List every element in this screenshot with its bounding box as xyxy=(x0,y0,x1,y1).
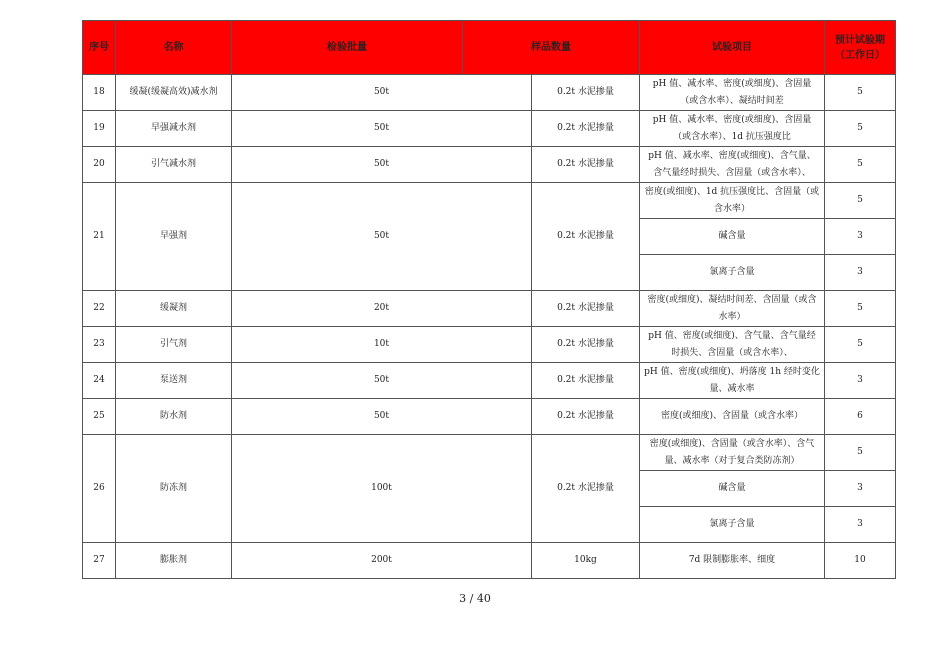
header-row xyxy=(83,21,896,75)
row-batch: 50t xyxy=(232,111,532,147)
row-number: 23 xyxy=(83,327,116,363)
row-test-items: 氯离子含量 xyxy=(640,507,825,543)
table-row xyxy=(83,435,896,471)
row-name: 早强减水剂 xyxy=(116,111,232,147)
table-row xyxy=(83,75,896,111)
row-period-days: 5 xyxy=(825,183,896,219)
row-name: 膨胀剂 xyxy=(116,543,232,579)
row-period-days: 10 xyxy=(825,543,896,579)
row-sample: 0.2t 水泥掺量 xyxy=(532,111,640,147)
row-name: 缓凝剂 xyxy=(116,291,232,327)
row-test-items: 碱含量 xyxy=(640,219,825,255)
row-test-items: pH 值、密度(或细度)、坍落度 1h 经时变化量、减水率 xyxy=(640,363,825,399)
table-row xyxy=(83,327,896,363)
row-name: 早强剂 xyxy=(116,183,232,291)
row-sample: 0.2t 水泥掺量 xyxy=(532,183,640,291)
row-sample: 0.2t 水泥掺量 xyxy=(532,399,640,435)
row-sample: 0.2t 水泥掺量 xyxy=(532,435,640,543)
header-sample: 样品数量 xyxy=(463,21,640,75)
row-period-days: 3 xyxy=(825,363,896,399)
row-test-items: 密度(或细度)、1d 抗压强度比、含固量（或含水率） xyxy=(640,183,825,219)
header-period: 预计试验期 （工作日） xyxy=(825,21,896,75)
row-batch: 50t xyxy=(232,75,532,111)
row-number: 25 xyxy=(83,399,116,435)
row-batch: 50t xyxy=(232,147,532,183)
row-batch: 10t xyxy=(232,327,532,363)
row-test-items: 密度(或细度)、含固量（或含水率） xyxy=(640,399,825,435)
row-period-days: 3 xyxy=(825,219,896,255)
row-test-items: pH 值、减水率、密度(或细度)、含气量、含气量经时损失、含固量（或含水率）、 xyxy=(640,147,825,183)
header-no: 序号 xyxy=(83,21,116,75)
row-period-days: 5 xyxy=(825,75,896,111)
row-sample: 0.2t 水泥掺量 xyxy=(532,327,640,363)
table-row xyxy=(83,363,896,399)
row-name: 引气减水剂 xyxy=(116,147,232,183)
row-number: 20 xyxy=(83,147,116,183)
row-period-days: 3 xyxy=(825,255,896,291)
table-row xyxy=(83,111,896,147)
row-test-items: pH 值、减水率、密度(或细度)、含固量（或含水率）、1d 抗压强度比 xyxy=(640,111,825,147)
row-test-items: pH 值、减水率、密度(或细度)、含固量（或含水率）、凝结时间差 xyxy=(640,75,825,111)
table-row xyxy=(83,399,896,435)
row-batch: 200t xyxy=(232,543,532,579)
row-test-items: pH 值、密度(或细度)、含气量、含气量经时损失、含固量（或含水率）、 xyxy=(640,327,825,363)
table-row xyxy=(83,291,896,327)
row-name: 防冻剂 xyxy=(116,435,232,543)
header-batch: 检验批量 xyxy=(232,21,463,75)
row-batch: 50t xyxy=(232,183,532,291)
page-number: 3 / 40 xyxy=(459,592,491,605)
row-sample: 0.2t 水泥掺量 xyxy=(532,291,640,327)
row-sample: 0.2t 水泥掺量 xyxy=(532,363,640,399)
table-row xyxy=(83,543,896,579)
row-number: 27 xyxy=(83,543,116,579)
row-batch: 100t xyxy=(232,435,532,543)
row-number: 18 xyxy=(83,75,116,111)
row-sample: 0.2t 水泥掺量 xyxy=(532,147,640,183)
row-name: 缓凝(缓凝高效)减水剂 xyxy=(116,75,232,111)
row-period-days: 5 xyxy=(825,435,896,471)
row-test-items: 氯离子含量 xyxy=(640,255,825,291)
row-number: 26 xyxy=(83,435,116,543)
row-number: 21 xyxy=(83,183,116,291)
table-row xyxy=(83,183,896,219)
row-test-items: 密度(或细度)、凝结时间差、含固量（或含水率） xyxy=(640,291,825,327)
row-period-days: 5 xyxy=(825,111,896,147)
inspection-table xyxy=(82,20,896,579)
row-number: 22 xyxy=(83,291,116,327)
row-number: 19 xyxy=(83,111,116,147)
row-period-days: 5 xyxy=(825,147,896,183)
row-test-items: 密度(或细度)、含固量（或含水率）、含气量、减水率（对于复合类防冻剂） xyxy=(640,435,825,471)
row-period-days: 3 xyxy=(825,507,896,543)
row-sample: 0.2t 水泥掺量 xyxy=(532,75,640,111)
row-batch: 20t xyxy=(232,291,532,327)
row-period-days: 5 xyxy=(825,327,896,363)
row-period-days: 5 xyxy=(825,291,896,327)
table-row xyxy=(83,147,896,183)
header-items: 试验项目 xyxy=(640,21,825,75)
row-period-days: 3 xyxy=(825,471,896,507)
row-name: 引气剂 xyxy=(116,327,232,363)
row-batch: 50t xyxy=(232,363,532,399)
row-number: 24 xyxy=(83,363,116,399)
row-batch: 50t xyxy=(232,399,532,435)
row-test-items: 7d 限制膨胀率、细度 xyxy=(640,543,825,579)
row-name: 泵送剂 xyxy=(116,363,232,399)
row-name: 防水剂 xyxy=(116,399,232,435)
row-test-items: 碱含量 xyxy=(640,471,825,507)
row-sample: 10kg xyxy=(532,543,640,579)
header-name: 名称 xyxy=(116,21,232,75)
row-period-days: 6 xyxy=(825,399,896,435)
